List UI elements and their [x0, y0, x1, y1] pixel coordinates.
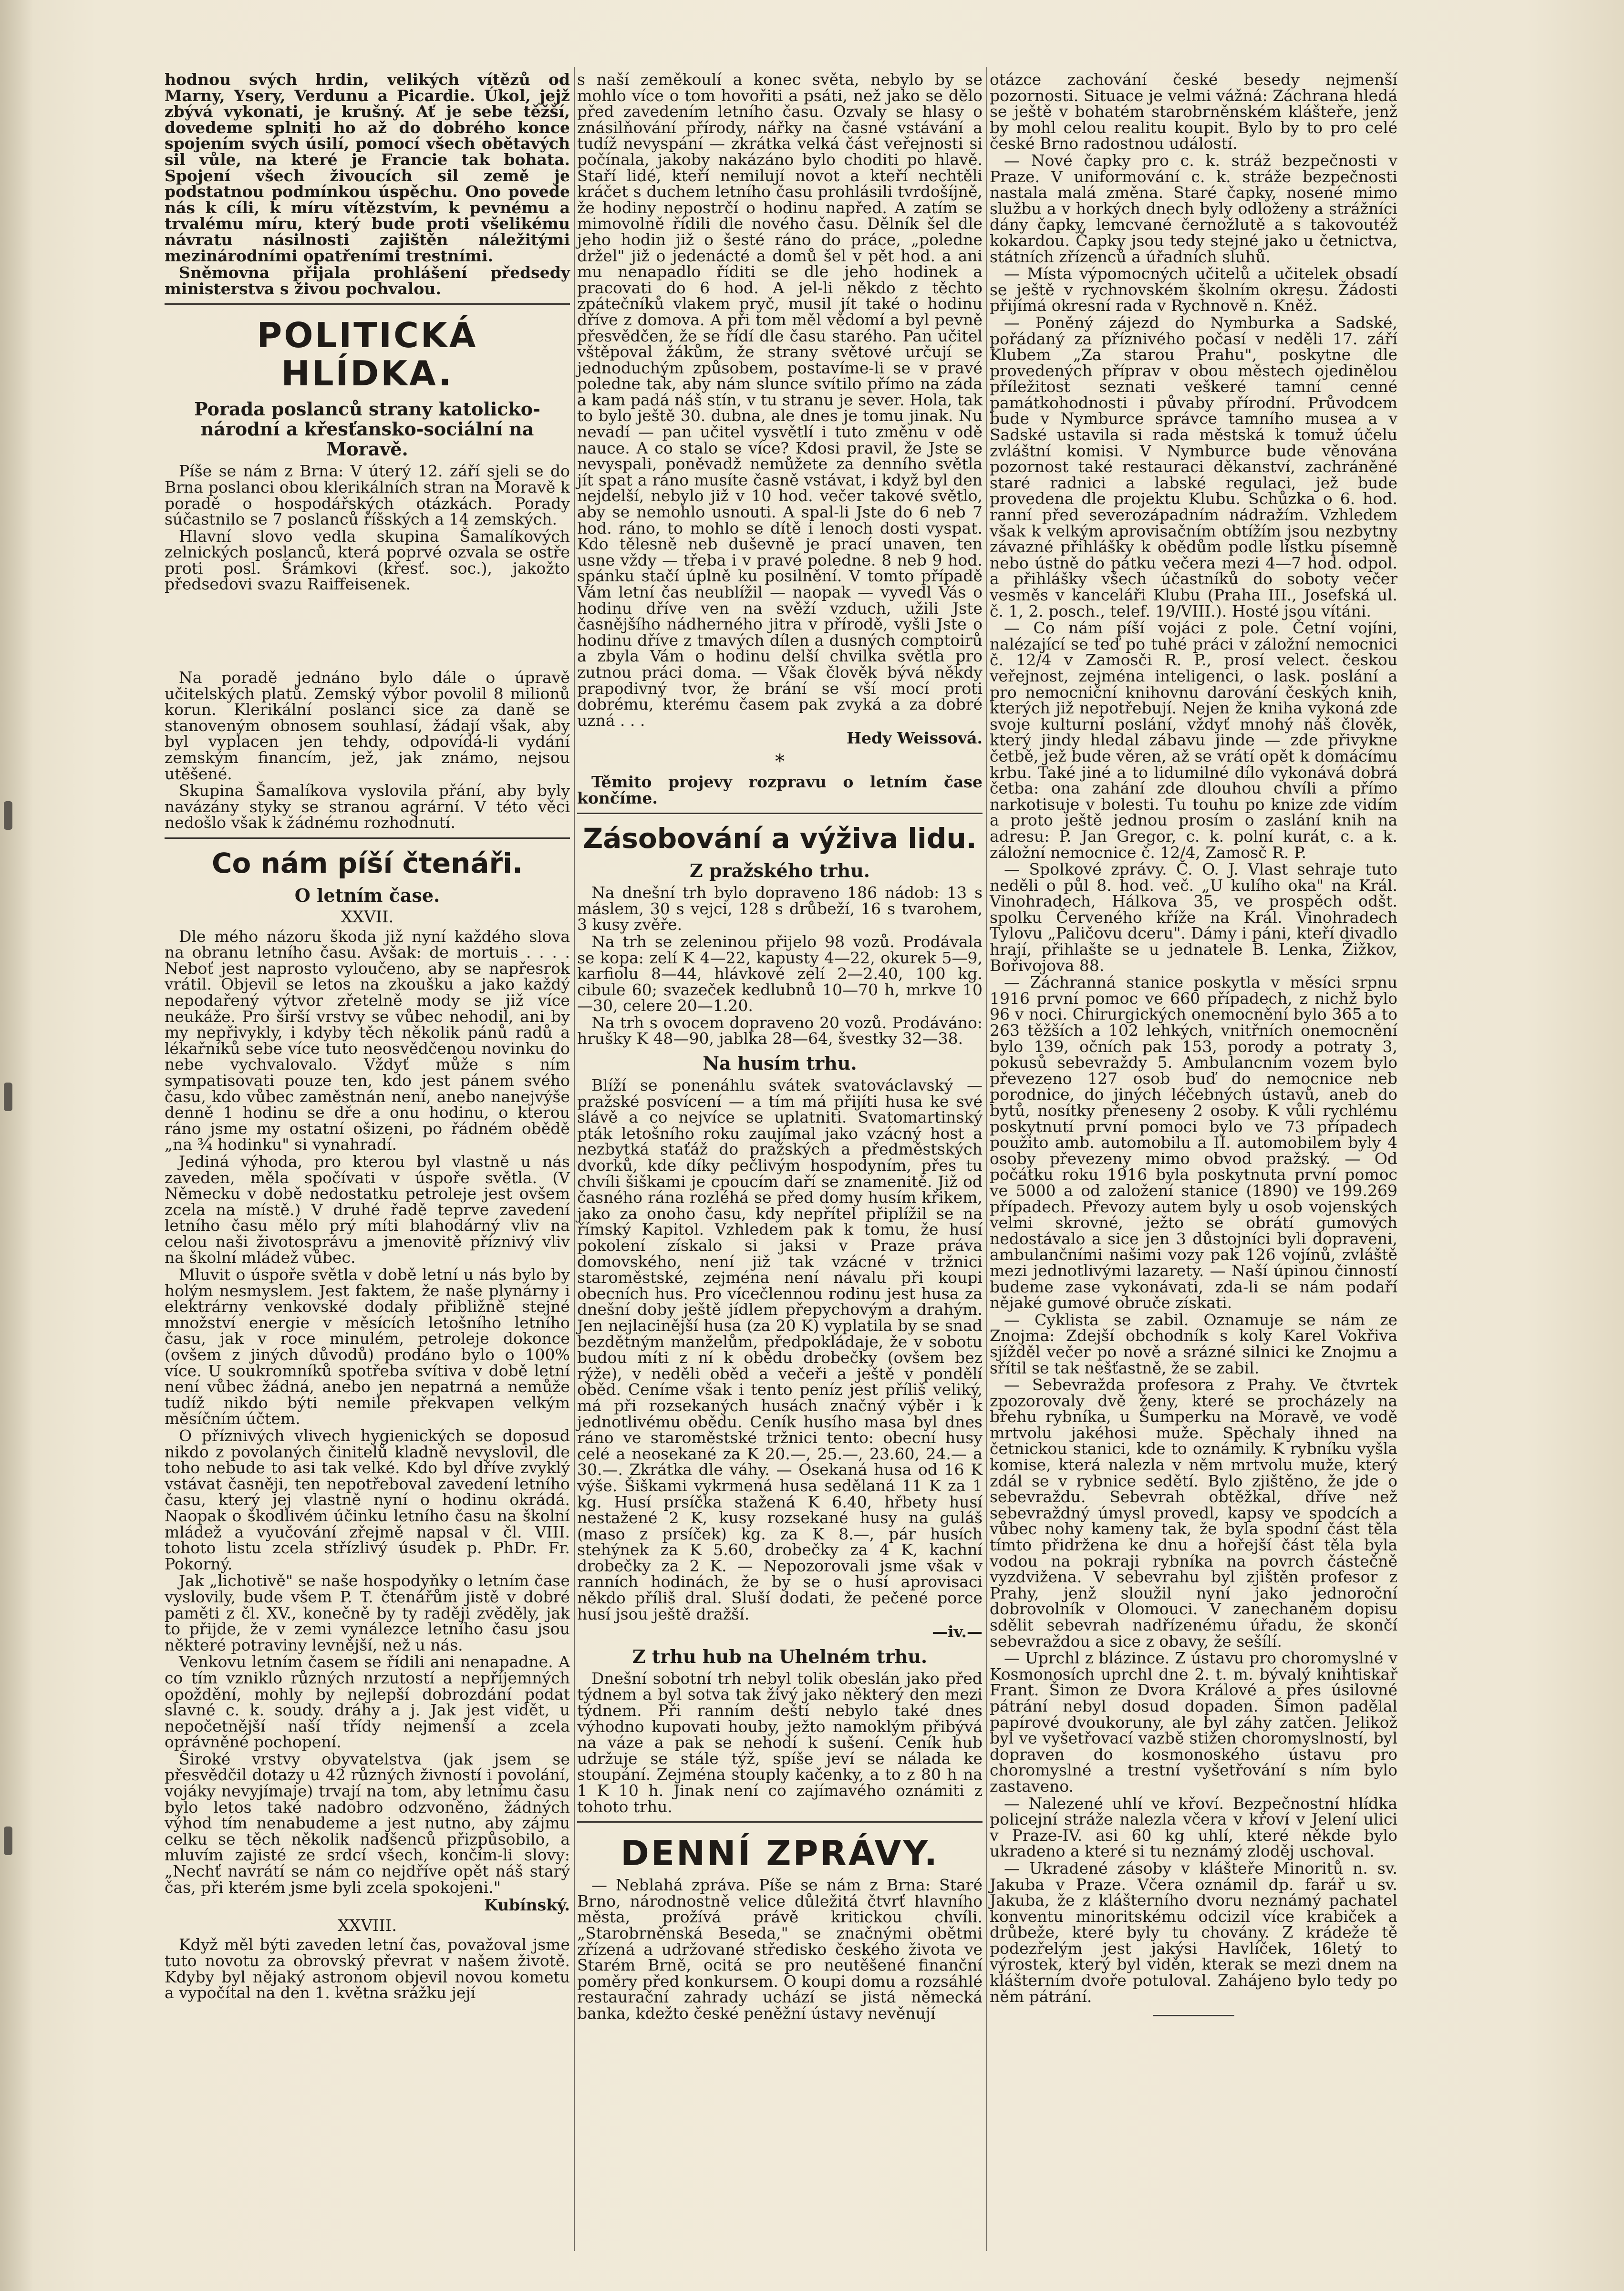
article-subheading: Z pražského trhu.	[690, 860, 870, 882]
section-title-political: POLITICKÁ HLÍDKA.	[257, 315, 478, 394]
article-paragraph: Jediná výhoda, pro kterou byl vlastně u nás zaveden, měla spočívati v úspoře světla. (V Německu v době nedostatku petroleje jest ovšem zcela na místě.) V druhé řadě teprve zavedení letního času mělo prý míti blahodárný vliv na celou naši životosprávu a jmenovitě příznivý vliv na školní mládež vůbec.	[165, 1152, 570, 1267]
section-title-letters: Co nám píší čtenáři.	[211, 847, 523, 879]
column-rule	[986, 67, 987, 2251]
article-subheading: Porada poslanců strany katolicko-národní a křesťansko-sociální na Moravě.	[194, 398, 540, 460]
divider	[577, 813, 983, 814]
article-paragraph: Mluvit o úspoře světla v době letní u nás bylo by holým nesmyslem. Jest faktem, že naše plynárny i elektrárny venkovské dodaly přibližně stejné množství energie v měsících letošního letního času, jak v roce minulém, petroleje dokonce (ovšem z jiných důvodů) prodáno bylo o 100% více. U soukromníků spotřeba svítiva v době letní není vůbec žádná, anebo jen nepatrná a nemůže tudíž nikdo býti nemile překvapen velkým měsíčním účtem.	[165, 1265, 570, 1428]
news-item: — Co nám píší vojáci z pole. Četní vojíni, nalézající se teď po tuhé práci v záložní nemocnici č. 12/4 v Zamosči R. P., prosí velect. českou veřejnost, zejména inteligenci, o lask. poslání a pro nemocniční knihovnu darování českých knih, kterých již nepotřebují. Nejen že kniha vykoná zde svoje kulturní poslání, vždyť mnohý náš člověk, který jindy hledal zábavu jinde — zde přivykne četbě, jež bude věren, až se vrátí opět k domácímu krbu. Také jiné a to lidumilné dílo vykonává dobrá četba: ona zahání zde dlouhou chvíli a přímo narkotisuje v bolesti. Tu touhu po knize zde vidím a proto ještě jednou prosím o zaslání knih na adresu: P. Jan Gregor, c. k. polní kurát, c. a k. záložní nemocnice č. 12/4, Zamosč R. P.	[990, 619, 1397, 862]
article-paragraph: Dnešní sobotní trh nebyl tolik obeslán jako před týdnem a byl sotva tak živý jako některý den mezi týdnem. Při ranním deští nebylo také dnes výhodno kupovati houby, ježto namoklým přibývá na váze a pak se nehodí k sušení. Ceník hub udržuje se stále týž, spíše jeví se nálada ke stoupání. Zejména stouply kačenky, a to z 80 h na 1 K 10 h. Jinak není co zajímavého oznámiti z tohoto trhu.	[577, 1669, 983, 1816]
column-3	[990, 72, 1397, 2027]
article-paragraph: Sněmovna přijala prohlášení předsedy ministerstva s živou pochvalou.	[165, 263, 570, 298]
article-subheading: Na husím trhu.	[703, 1053, 857, 1074]
article-paragraph: — Neblahá zpráva. Píše se nám z Brna: Staré Brno, národnostně velice důležitá čtvrť hlavního města, prožívá právě kritickou chvíli. „Starobrněnská Beseda," se značnými obětmi zřízená a udržované středisko českého života ve Starém Brně, ocitá se pro neutěšené finanční poměry před konkursem. O koupi domu a rozsáhlé restaurační zahrady uchází se jistá německá banka, kdežto české peněžní ústavy nevěnují	[577, 1876, 983, 2023]
blank-space	[165, 593, 570, 670]
separator-asterisk: *	[775, 750, 785, 773]
article-paragraph: Na dnešní trh bylo dopraveno 186 nádob: 13 s máslem, 30 s vejci, 128 s drůbeží, 16 s tvarohem, 3 kusy zvěře.	[577, 883, 983, 934]
article-subheading: O letním čase.	[294, 885, 440, 906]
binding-hole	[4, 801, 12, 830]
column-2	[577, 72, 983, 2023]
news-item: — Cyklista se zabil. Oznamuje se nám ze Znojma: Zdejší obchodník s koly Karel Vokřiva sjížděl večer po nově a srázné silnici ke Znojmu a sřítil se tak nešťastně, že se zabil.	[990, 1310, 1397, 1377]
divider	[165, 303, 570, 305]
binding-hole	[4, 1827, 12, 1855]
article-paragraph: Jak „lichotivě" se naše hospodyňky o letním čase vyslovily, bude všem P. T. čtenářům jistě v dobré paměti z čl. XV., konečně by ty raději zvěděly, jak to přijde, že v zemi vynálezce letního času jsou některé potraviny levnější, než u nás.	[165, 1571, 570, 1654]
binding-hole	[4, 1083, 12, 1111]
article-paragraph: otázce zachování české besedy nejmenší pozornosti. Situace je velmi vážná: Záchrana hledá se ještě v bohatém starobrněnském klášteře, jenž by mohl celou realitu koupit. Bylo by to pro celé české Brno radostnou událostí.	[990, 70, 1397, 153]
article-paragraph: Píše se nám z Brna: V úterý 12. září sjeli se do Brna poslanci obou klerikálních stran na Moravě k poradě o hospodářských otázkách. Porady súčastnilo se 7 poslanců říšských a 14 zemských.	[165, 462, 570, 529]
article-subheading: Z trhu hub na Uhelném trhu.	[632, 1645, 928, 1667]
column-1	[165, 72, 570, 2002]
news-item: — Spolkové zprávy. Č. O. J. Vlast sehraje tuto neděli o půl 8. hod. več. „U kulího oka" na Král. Vinohradech, Hálkova 35, ve prospěch odšt. spolku Červeného kříže na Král. Vinohradech Tylovu „Paličovu dceru". Dámy i páni, kteří divadlo hrají, přihlašte se u jednatele B. Lenka, Žižkov, Bořivojova 88.	[990, 860, 1397, 975]
article-paragraph: Na trh se zeleninou přijelo 98 vozů. Prodávala se kopa: zelí K 4—22, kapusty 4—22, okurek 5—9, karfiolu 8—44, hlávkové zelí 2—2.40, 100 kg. cibule 60; svazeček kedlubnů 10—70 h, mrkve 10—30, celere 20—1.20.	[577, 932, 983, 1015]
article-paragraph: O příznivých vlivech hygienických se doposud nikdo z povolaných činitelů kladně nevyslovil, dle toho nebude to asi tak velké. Kdo byl dříve zvyklý vstávat časněji, ten nepotřeboval zavedení letního času, který jej vlastně nyní o hodinu okrádá. Naopak o škodlivém účinku letního času na školní mládež a vyučování zřejmě napsal v čl. VIII. tohoto listu zcela střízlivý úsudek p. PhDr. Fr. Pokorný.	[165, 1426, 570, 1573]
article-paragraph: Široké vrstvy obyvatelstva (jak jsem se přesvědčil dotazy u 42 různých živností i povolání, vojáky nevyjímaje) trvají na tom, aby letnímu času bylo letos také nadobro odzvoněno, žádných výhod tím nenabudeme a jest nutno, aby zájmu celku se těch několik nadšenců přizpůsobilo, a mluvím zajisté ze srdcí všech, končím-li slovy: „Nechť navrátí se nám co nejdříve opět náš starý čas, při kterém jsme byli zcela spokojeni."	[165, 1749, 570, 1897]
news-item: — Záchranná stanice poskytla v měsíci srpnu 1916 první pomoc ve 660 případech, z nichž bylo 96 v noci. Chirurgických onemocnění bylo 365 a to 263 těžších a 102 lehkých, vnitřních onemocnění bylo 139, očních pak 153, porody a potraty 3, pokusů sebevraždy 5. Ambulancním vozem bylo převezeno 127 osob buď do nemocnice neb porodnice, do jiných léčebných ústavů, aneb do bytů, nosítky přeneseny 2 osoby. K vůli rychlému poskytnutí první pomoci bylo ve 73 případech použito amb. automobilu a II. automobilem byly 4 osoby převezeny mimo obvod pražský. — Od počátku roku 1916 byla poskytnuta první pomoc ve 5000 a od založení stanice (1890) ve 199.269 případech. Převozy autem byly u osob vojenských velmi skrovné, ježto se obrátí gumových nedostávalo a sice jen 3 důstojníci byli dopraveni, ambulančními našimi vozy pak 126 vojínů, zvláště mezi jednotlivými lazarety. — Naší úpinou činností budeme zase vykonávati, zda-li se nám podaří nějaké gumové obruče získati.	[990, 973, 1397, 1312]
editorial-note: Těmito projevy rozpravu o letním čase končíme.	[577, 772, 983, 807]
article-paragraph: Když měl býti zaveden letní čas, považoval jsme tuto novotu za obrovský převrat v našem životě. Kdyby byl nějaký astronom objevil novou kometu a vypočítal na den 1. května srážku její	[165, 1935, 570, 2002]
author-signature: Hedy Weissová.	[846, 729, 983, 748]
article-paragraph: Hlavní slovo vedla skupina Šamalíkových zelnických poslanců, která poprvé ozvala se ostře proti posl. Šrámkovi (křesť. soc.), jakožto předsedovi svazu Raiffeisenek.	[165, 526, 570, 594]
end-rule	[1153, 2015, 1234, 2016]
article-paragraph: Venkovu letním časem se řídili ani nenapadne. A co tím vzniklo různých nrzutostí a nepříjemných opoždění, mohly by nejlepší dobrozdání podat slavné c. k. soudy. dráhy a j. Jak jest vidět, u nepočetnější naší třídy nejmenší a zcela oprávněné pochopení.	[165, 1652, 570, 1752]
news-item: — Místa výpomocných učitelů a učitelek obsadí se ještě v rychnovském školním okresu. Žádosti přijímá okresní rada v Rychnově n. Kněž.	[990, 264, 1397, 315]
article-paragraph: Dle mého názoru škoda již nyní každého slova na obranu letního času. Avšak: de mortuis . . . . Neboť jest naprosto vyloučeno, aby se napřesrok vrátil. Objevil se letos na zkoušku a jako každý nepodařený výtvor zřetelně mody se již více neukáže. Pro širší vrstvy se vůbec nehodil, ani by my nepřivykly, i kdyby těch několik pánů radů a lékařníků sebe více tuto neosvědčenou novinku do nebe vychvalovalo. Vždyť může s ním sympatisovati pouze ten, kdo jest pánem svého času, kdo vůbec zaměstnán není, anebo nanejvýše denně 1 hodinu se dře a onu hodinu, o kterou ráno jsme my ostatní ošizeni, po řádném obědě „na ¾ hodinku" si vynahradí.	[165, 927, 570, 1154]
news-item: — Ukradené zásoby v klášteře Minoritů n. sv. Jakuba v Praze. Včera oznámil dp. farář u sv. Jakuba, že z klášterního dvoru neznámý pachatel konventu minoritskému odcizil více krabiček a drůbeže, které byly tu chovány. Z krádeže tě podezřelým jest jakýsi Havlíček, 16letý to výrostek, který byl viděn, kterak se mezi dnem na klášterním dvoře potuloval. Zahájeno bylo tedy po něm pátrání.	[990, 1858, 1397, 2006]
article-paragraph: Na poradě jednáno bylo dále o úpravě učitelských platů. Zemský výbor povolil 8 milionů korun. Klerikální poslanci sice za daně se stanoveným obnosem souhlasí, žádají však, aby byl vyplacen jen tehdy, odpovídá-li vydání zemským financím, jež, jak známo, nejsou utěšené.	[165, 668, 570, 783]
article-paragraph: Blíží se ponenáhlu svátek svatováclavský — pražské posvícení — a tím má přijíti husa ke své slávě a co nejvíce se uplatniti. Svatomartinský pták letošního roku zaujímal jako vzácný host a nezbytká staťáž do pražských a předměstských dvorků, kde díky pečlivým hospodyním, přes tu chvíli šiškami je cpoucím daří se znamenitě. Již od časného rána rozléhá se před domy husím křikem, jako za onoho času, kdy nepřítel připlížil se na římský Kapitol. Vzhledem pak k tomu, že husí pokolení získalo si jaksi v Praze práva domovského, není již tak vzácné v tržnici staroměstské, zejména není návalu při koupi obecních hus. Pro vícečlennou rodinu jest husa za dnešní doby ještě jídlem přepychovým a drahým. Jen nejlacinější husa (za 20 K) vyplatila by se snad bezdětným manželům, předpokládaje, že v sobotu budou míti z ní k obědu drobečky (ovšem bez rýže), v neděli oběd a večeři a ještě v pondělí oběd. Ceníme však i tento peníz jest příliš veliký, má při rozsekaných husách značný výběr i k jednotlivému obědu. Ceník husího masa byl dnes ráno ve staroměstské tržnici tento: obecní husy celé a neosekané za K 20.—, 25.—, 23.60, 24.— a 30.—. Zkrátka dle váhy. — Osekaná husa od 16 K výše. Šiškami vykrmená husa sedělaná 11 K za 1 kg. Husí prsíčka stažená K 6.40, hřbety husí nestažené 2 K, kusy rozsekané husy na guláš (maso z prsíček) kg. za K 8.—, pár husích stehýnek za K 5.60, drobečky za 4 K, kachní drobečky za 2 K. — Nepozorovali jsme však v ranních hodinách, že by se o husí aprovisaci někdo příliš dral. Sluší dodati, že pečené porce husí jsou ještě dražší.	[577, 1076, 983, 1623]
article-paragraph: hodnou svých hrdin, velikých vítězů od Marny, Ysery, Verdunu a Picardie. Úkol, jejž zbývá vykonati, je krušný. Ať je sebe těžší, dovedeme splniti ho až do dobrého konce spojením svých úsilí, pomocí všech obětavých sil vůle, na které je Francie tak bohata. Spojení všech živoucích sil země je podstatnou podmínkou úspěchu. Ono povede nás k cíli, k míru vítězstvím, k pevnému a trvalému míru, který bude proti všelikému návratu násilnosti zajištěn náležitými mezinárodními opatřeními trestními.	[165, 70, 570, 265]
article-paragraph: Skupina Šamalíkova vyslovila přání, aby byly navázány styky se stranou agrární. V této věci nedošlo však k žádnému rozhodnutí.	[165, 781, 570, 832]
news-item: — Poněný zájezd do Nymburka a Sadské, pořádaný za příznivého počasí v neděli 17. září Klubem „Za starou Prahu", poskytne dle provedených příprav v obou městech ojedinělou příležitost seznati veškeré tamní cenné památkohodnosti i půvaby přírodní. Průvodcem bude v Nymburce správce tamního musea a v Sadské ustavila si rada městská k tomuž účelu zvláštní komisi. V Nymburce bude věnována pozornost také restauraci děkanství, zachráněné staré radnici a labské regulaci, jež bude provedena dle projektu Klubu. Schůzka o 6. hod. ranní před severozápadním nádražím. Vzhledem však k velkým aprovisačním obtížím jsou nezbytny závazné přihlášky k obědům podle lístku písemně nebo ústně do pátku večera mezi 4—7 hod. odpol. a přihlášky všech účastníků do soboty večer vesměs v kanceláři Klubu (Praha III., Josefská ul. č. 1, 2. posch., telef. 19/VIII.). Hosté jsou vítáni.	[990, 313, 1397, 620]
news-item: — Nové čapky pro c. k. stráž bezpečnosti v Praze. V uniformování c. k. stráže bezpečnosti nastala malá změna. Staré čapky, nosené mimo službu a v horkých dnech byly odloženy a strážníci dány čapky, lemcvané černožlutě a s takovoutéž kokardou. Čapky jsou tedy stejné jako u četnictva, státních zřízenců a úřadních sluhů.	[990, 151, 1397, 266]
divider	[165, 837, 570, 839]
letter-number: XXVII.	[341, 908, 394, 927]
author-signature: Kubínský.	[484, 1896, 570, 1915]
column-rule	[574, 67, 575, 2251]
page-left-edge	[0, 0, 33, 2291]
news-item: — Nalezené uhlí ve křoví. Bezpečnostní hlídka policejní stráže nalezla včera v křoví v Jelení ulici v Praze-IV. asi 60 kg uhlí, které někde bylo ukradeno a které si tu neznámý zloděj uschoval.	[990, 1794, 1397, 1861]
section-title-daily-news: DENNÍ ZPRÁVY.	[621, 1833, 939, 1874]
letter-number: XXVIII.	[337, 1916, 397, 1935]
author-signature: —iv.—	[932, 1622, 983, 1641]
article-paragraph: Na trh s ovocem dopraveno 20 vozů. Prodáváno: hrušky K 48—90, jablka 28—64, švestky 32—38.	[577, 1013, 983, 1048]
section-title-supply: Zásobování a výživa lidu.	[583, 822, 977, 855]
news-item: — Sebevražda profesora z Prahy. Ve čtvrtek zpozorovaly dvě ženy, které se procházely na břehu rybníka, u Šumperku na Moravě, ve vodě mrtvolu jakéhosi muže. Spěchaly ihned na četnickou stanici, kde to oznámily. K rybníku vyšla komise, která nalezla v něm mrtvolu muže, který zdál se v rybnice sedětí. Bylo zjištěno, že jde o sebevraždu. Sebevrah obtěžkal, dříve než sebevraždný úmysl provedl, kapsy ve spodcích a vůbec nohy kameny tak, že byla spodní část těla tímto přidržena ke dnu a hořejší část těla byla vodou na pokraji rybníka na povrch částečně vyzdvižena. V sebevrahu byl zjištěn profesor z Prahy, jenž sloužil nyní jako jednoroční dobrovolník v Olomouci. V zanechaném dopisu sdělit sebevrah nadřízenému úřadu, že skončí sebevraždou a sice z obavy, že sešílí.	[990, 1375, 1397, 1651]
divider	[577, 1821, 983, 1823]
article-paragraph: s naší zeměkoulí a konec světa, nebylo by se mohlo více o tom hovořiti a psáti, než jako se dělo před zavedením letního času. Ozvaly se hlasy o znásilňování přírody, nářky na časné vstávání a tudíž nevyspání — zkrátka velká část veřejnosti si počínala, jakoby nakázáno bylo choditi po hlavě. Staří lidé, kteří nemilují novot a kteří nechtěli kráčet s duchem letního času prohlásili tvrdošíjně, že hodiny nepostrčí o hodinu napřed. A zatím se mimovolně řídili dle nového času. Dělník šel dle jeho hodin již o šesté ráno do práce, „poledne držel" již o jedenácté a domů šel v pět hod. a ani mu nenapadlo říditi se dle jeho hodinek a pracovati do 6 hod. A jel-li někdo z těchto zpátečníků vlakem pryč, musil jít také o hodinu dříve z domova. A při tom měl vědomí a byl pevně přesvědčen, že se řídí dle času starého. Pan učitel vštěpoval žákům, že strany světové určují se jednoduchým způsobem, postavíme-li se v pravé poledne tak, aby nám slunce svítilo přímo na záda a kam padá náš stín, v tu stranu je sever. Hola, tak to bylo ještě 30. dubna, ale dnes je tomu jinak. Nu nevadí — pan učitel vysvětlí i tuto změnu v odě nauce. A co stalo se více? Kdosi pravil, že Jste se nevyspali, poněvadž nemůžete za denního světla jít spat a ráno musíte časně vstávat, i když byl den nejdelší, nebylo již v 10 hod. večer takové světlo, aby se nemohlo usnouti. A spal-li Jste do 6 neb 7 hod. ráno, to mohlo se dítě i lenoch dosti vyspat. Kdo tělesně neb duševně je prací unaven, ten usne vždy — třeba i v pravé poledne. 8 neb 9 hod. spánku stačí úplně ku posilnění. V tomto případě Vám letní čas neublížil — naopak — vyvedl Vás o hodinu dříve ven na svěží vzduch, užili Jste časnějšího nádherného jitra v přírodě, vyšli Jste o hodinu dříve z tmavých dílen a dusných comptoirů a zbyla Vám o hodinu delší chvilka světla pro zutnou práci doma. — Však člověk bývá někdy prapodivný tvor, že brání se vší mocí proti dobrému, kterému časem pak zvyká a za dobré uzná . . .	[577, 70, 983, 730]
news-item: — Uprchl z blázince. Z ústavu pro choromyslné v Kosmonosích uprchl dne 2. t. m. bývalý knihtiskař Frant. Šimon ze Dvora Králové a přes úsilovné pátrání nebyl dosud dopaden. Šimon padělal papírové dvoukoruny, ale byl záhy zatčen. Jelikož byl ve vyšetřovací vazbě stižen choromyslností, byl dopraven do kosmonoského ústavu pro choromyslné a trestní vyšetřování s ním bylo zastaveno.	[990, 1649, 1397, 1796]
